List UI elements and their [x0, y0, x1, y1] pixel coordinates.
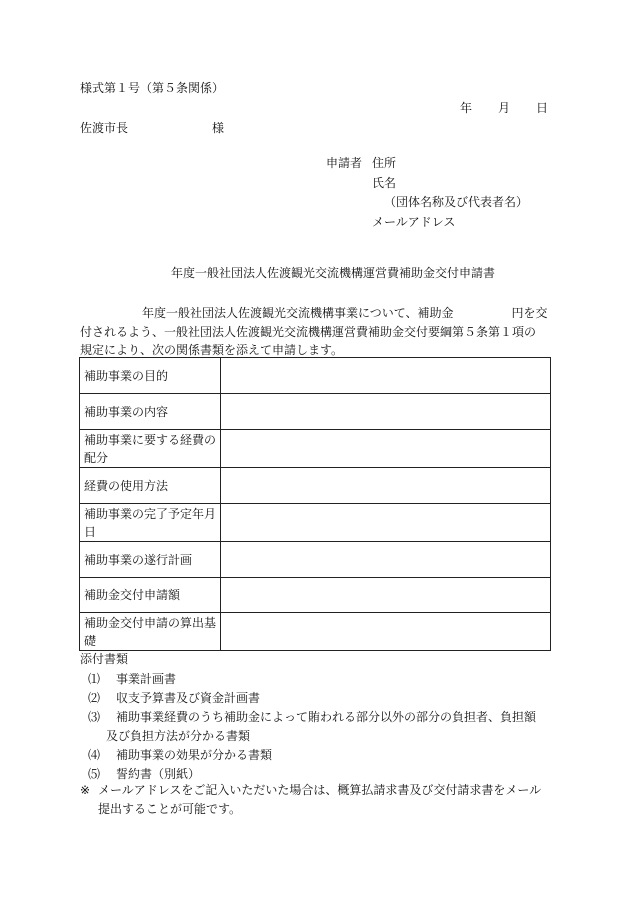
row-label: 経費の使用方法 — [80, 468, 221, 504]
attachment-text: 事業計画書 — [116, 672, 177, 686]
attachment-text: 誓約書（別紙） — [116, 767, 201, 781]
statement-line1-a: 年度一般社団法人佐渡観光交流機構事業について、補助金 — [142, 306, 454, 320]
addressee-name: 佐渡市長 — [80, 121, 129, 135]
document-title: 年度一般社団法人佐渡観光交流機構運営費補助金交付申請書 — [171, 266, 496, 280]
row-label: 補助事業の目的 — [80, 358, 221, 394]
attachment-item — [88, 746, 550, 765]
table-row — [80, 468, 551, 504]
applicant-block — [326, 154, 528, 232]
form-number-label: 様式第１号（第５条関係） — [80, 81, 225, 95]
table-row — [80, 504, 551, 542]
statement-line2: 付されるよう、一般社団法人佐渡観光交流機構運営費補助金交付要綱第５条第１項の — [80, 324, 537, 339]
attachments-heading: 添付書類 — [80, 652, 129, 666]
attachment-number: ⑸ — [88, 767, 101, 781]
date-field — [460, 99, 548, 117]
row-value-field[interactable] — [221, 430, 551, 468]
table-row — [80, 542, 551, 578]
date-month-label: 月 — [498, 101, 511, 115]
attachment-item — [88, 689, 550, 708]
note-mark: ※ — [80, 783, 91, 797]
address-label: 住所 — [372, 156, 397, 170]
row-label: 補助事業の遂行計画 — [80, 542, 221, 578]
row-label: 補助事業に要する経費の配分 — [80, 430, 221, 468]
addressee-line — [80, 119, 224, 137]
table-row — [80, 394, 551, 430]
application-statement — [80, 304, 548, 360]
application-details-table — [79, 357, 551, 651]
name-note: （団体名称及び代表者名） — [384, 195, 529, 209]
row-value-field[interactable] — [221, 613, 551, 651]
table-row — [80, 613, 551, 651]
row-value-field[interactable] — [221, 578, 551, 613]
row-value-field[interactable] — [221, 542, 551, 578]
row-label: 補助金交付申請額 — [80, 578, 221, 613]
attachment-text: 補助事業の効果が分かる書類 — [116, 748, 273, 762]
attachment-text: 収支予算書及び資金計画書 — [116, 691, 261, 705]
attachment-number: ⑶ — [88, 710, 101, 724]
row-value-field[interactable] — [221, 504, 551, 542]
attachment-number: ⑵ — [88, 691, 101, 705]
statement-line1-b: 円を交 — [511, 306, 548, 320]
date-day-label: 日 — [536, 101, 549, 115]
email-label: メールアドレス — [372, 214, 456, 229]
table-row — [80, 358, 551, 394]
date-year-label: 年 — [460, 101, 473, 115]
row-value-field[interactable] — [221, 468, 551, 504]
row-label: 補助事業の完了予定年月日 — [80, 504, 221, 542]
honorific: 様 — [212, 121, 225, 135]
attachment-number: ⑴ — [88, 672, 101, 686]
attachment-text-continued: 及び負担方法が分かる書類 — [106, 729, 251, 743]
attachment-item — [88, 708, 550, 746]
table-row — [80, 578, 551, 613]
row-value-field[interactable] — [221, 394, 551, 430]
note-text-continued: 提出することが可能です。 — [98, 802, 242, 816]
row-label: 補助事業の内容 — [80, 394, 221, 430]
attachment-text: 補助事業経費のうち補助金によって賄われる部分以外の部分の負担者、負担額 — [116, 710, 537, 724]
name-label: 氏名 — [372, 175, 397, 190]
row-value-field[interactable] — [221, 358, 551, 394]
note-text: メールアドレスをご記入いただいた場合は、概算払請求書及び交付請求書をメール — [98, 783, 542, 797]
table-row — [80, 430, 551, 468]
footnote — [80, 781, 550, 819]
row-label: 補助金交付申請の算出基礎 — [80, 613, 221, 651]
applicant-label: 申請者 — [326, 156, 363, 170]
statement-line3: 規定により、次の関係書類を添えて申請します。 — [80, 343, 344, 357]
attachment-item — [88, 670, 550, 689]
attachment-number: ⑷ — [88, 748, 101, 762]
